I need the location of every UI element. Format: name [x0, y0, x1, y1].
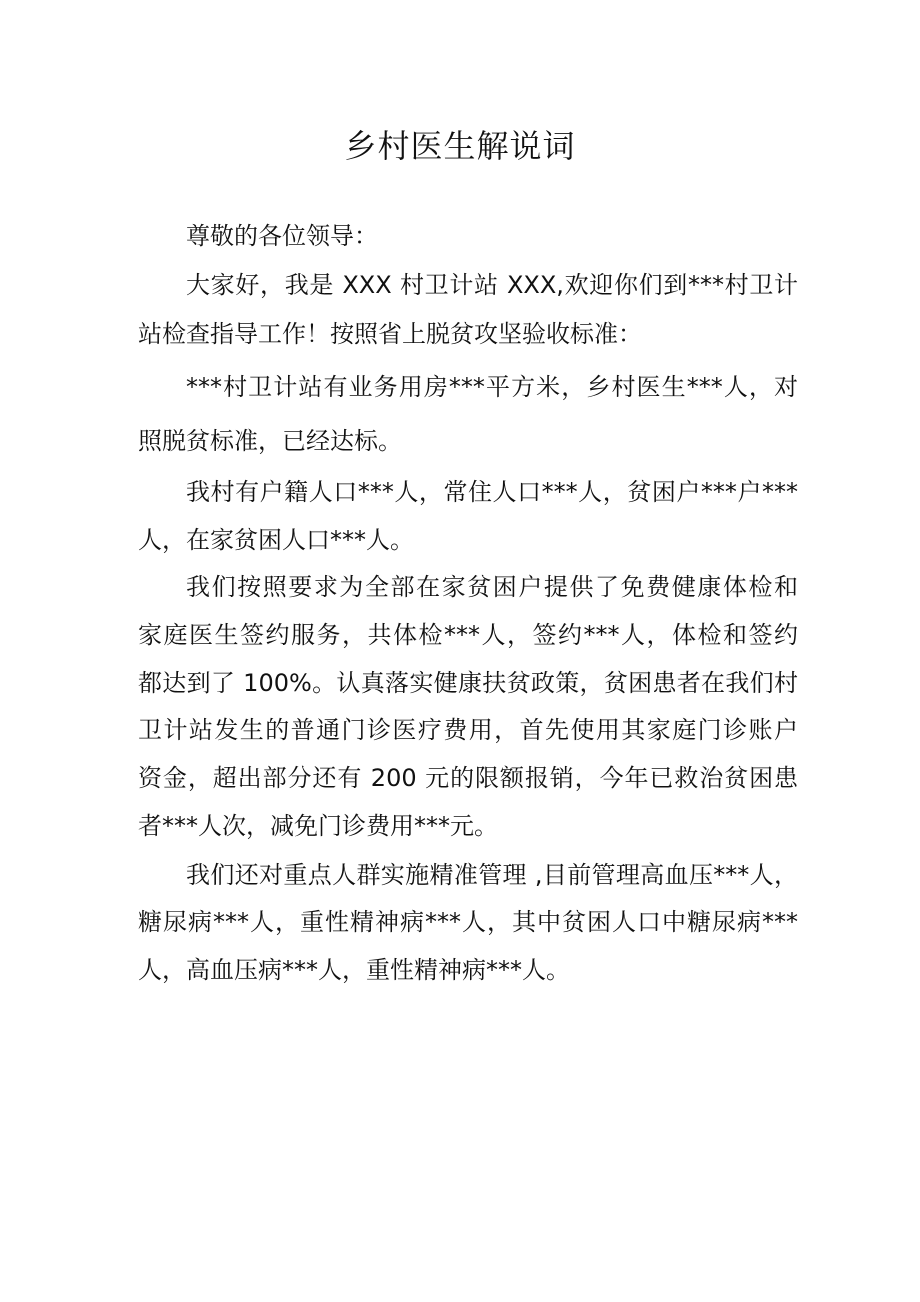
paragraph-4-line-2: 家庭医生签约服务，共体检***人，签约***人，体检和签约: [138, 621, 798, 649]
salutation-line: 尊敬的各位领导：: [186, 222, 378, 250]
paragraph-5-line-2: 糖尿病***人，重性精神病***人，其中贫困人口中糖尿病***: [138, 908, 798, 936]
paragraph-1-line-2: 站检查指导工作！按照省上脱贫攻坚验收标准：: [138, 320, 642, 348]
paragraph-4-line-1: 我们按照要求为全部在家贫困户提供了免费健康体检和: [186, 573, 798, 601]
paragraph-3-line-1: 我村有户籍人口***人，常住人口***人，贫困户***户***: [186, 478, 798, 506]
paragraph-1-line-1: 大家好，我是 XXX 村卫计站 XXX,欢迎你们到***村卫计: [186, 271, 798, 299]
paragraph-4-line-3: 都达到了 100%。认真落实健康扶贫政策，贫困患者在我们村: [138, 669, 798, 697]
paragraph-4-line-4: 卫计站发生的普通门诊医疗费用，首先使用其家庭门诊账户: [138, 716, 798, 744]
document-title: 乡村医生解说词: [344, 127, 576, 165]
paragraph-3-line-2: 人，在家贫困人口***人。: [138, 526, 414, 554]
paragraph-5-line-3: 人，高血压病***人，重性精神病***人。: [138, 956, 570, 984]
paragraph-5-line-1: 我们还对重点人群实施精准管理 ,目前管理高血压***人，: [186, 861, 798, 889]
paragraph-2-line-2: 照脱贫标准，已经达标。: [138, 427, 402, 455]
paragraph-4-line-6: 者***人次，减免门诊费用***元。: [138, 812, 498, 840]
paragraph-2-line-1: ***村卫计站有业务用房***平方米，乡村医生***人，对: [186, 373, 798, 401]
paragraph-4-line-5: 资金，超出部分还有 200 元的限额报销，今年已救治贫困患: [138, 764, 798, 792]
